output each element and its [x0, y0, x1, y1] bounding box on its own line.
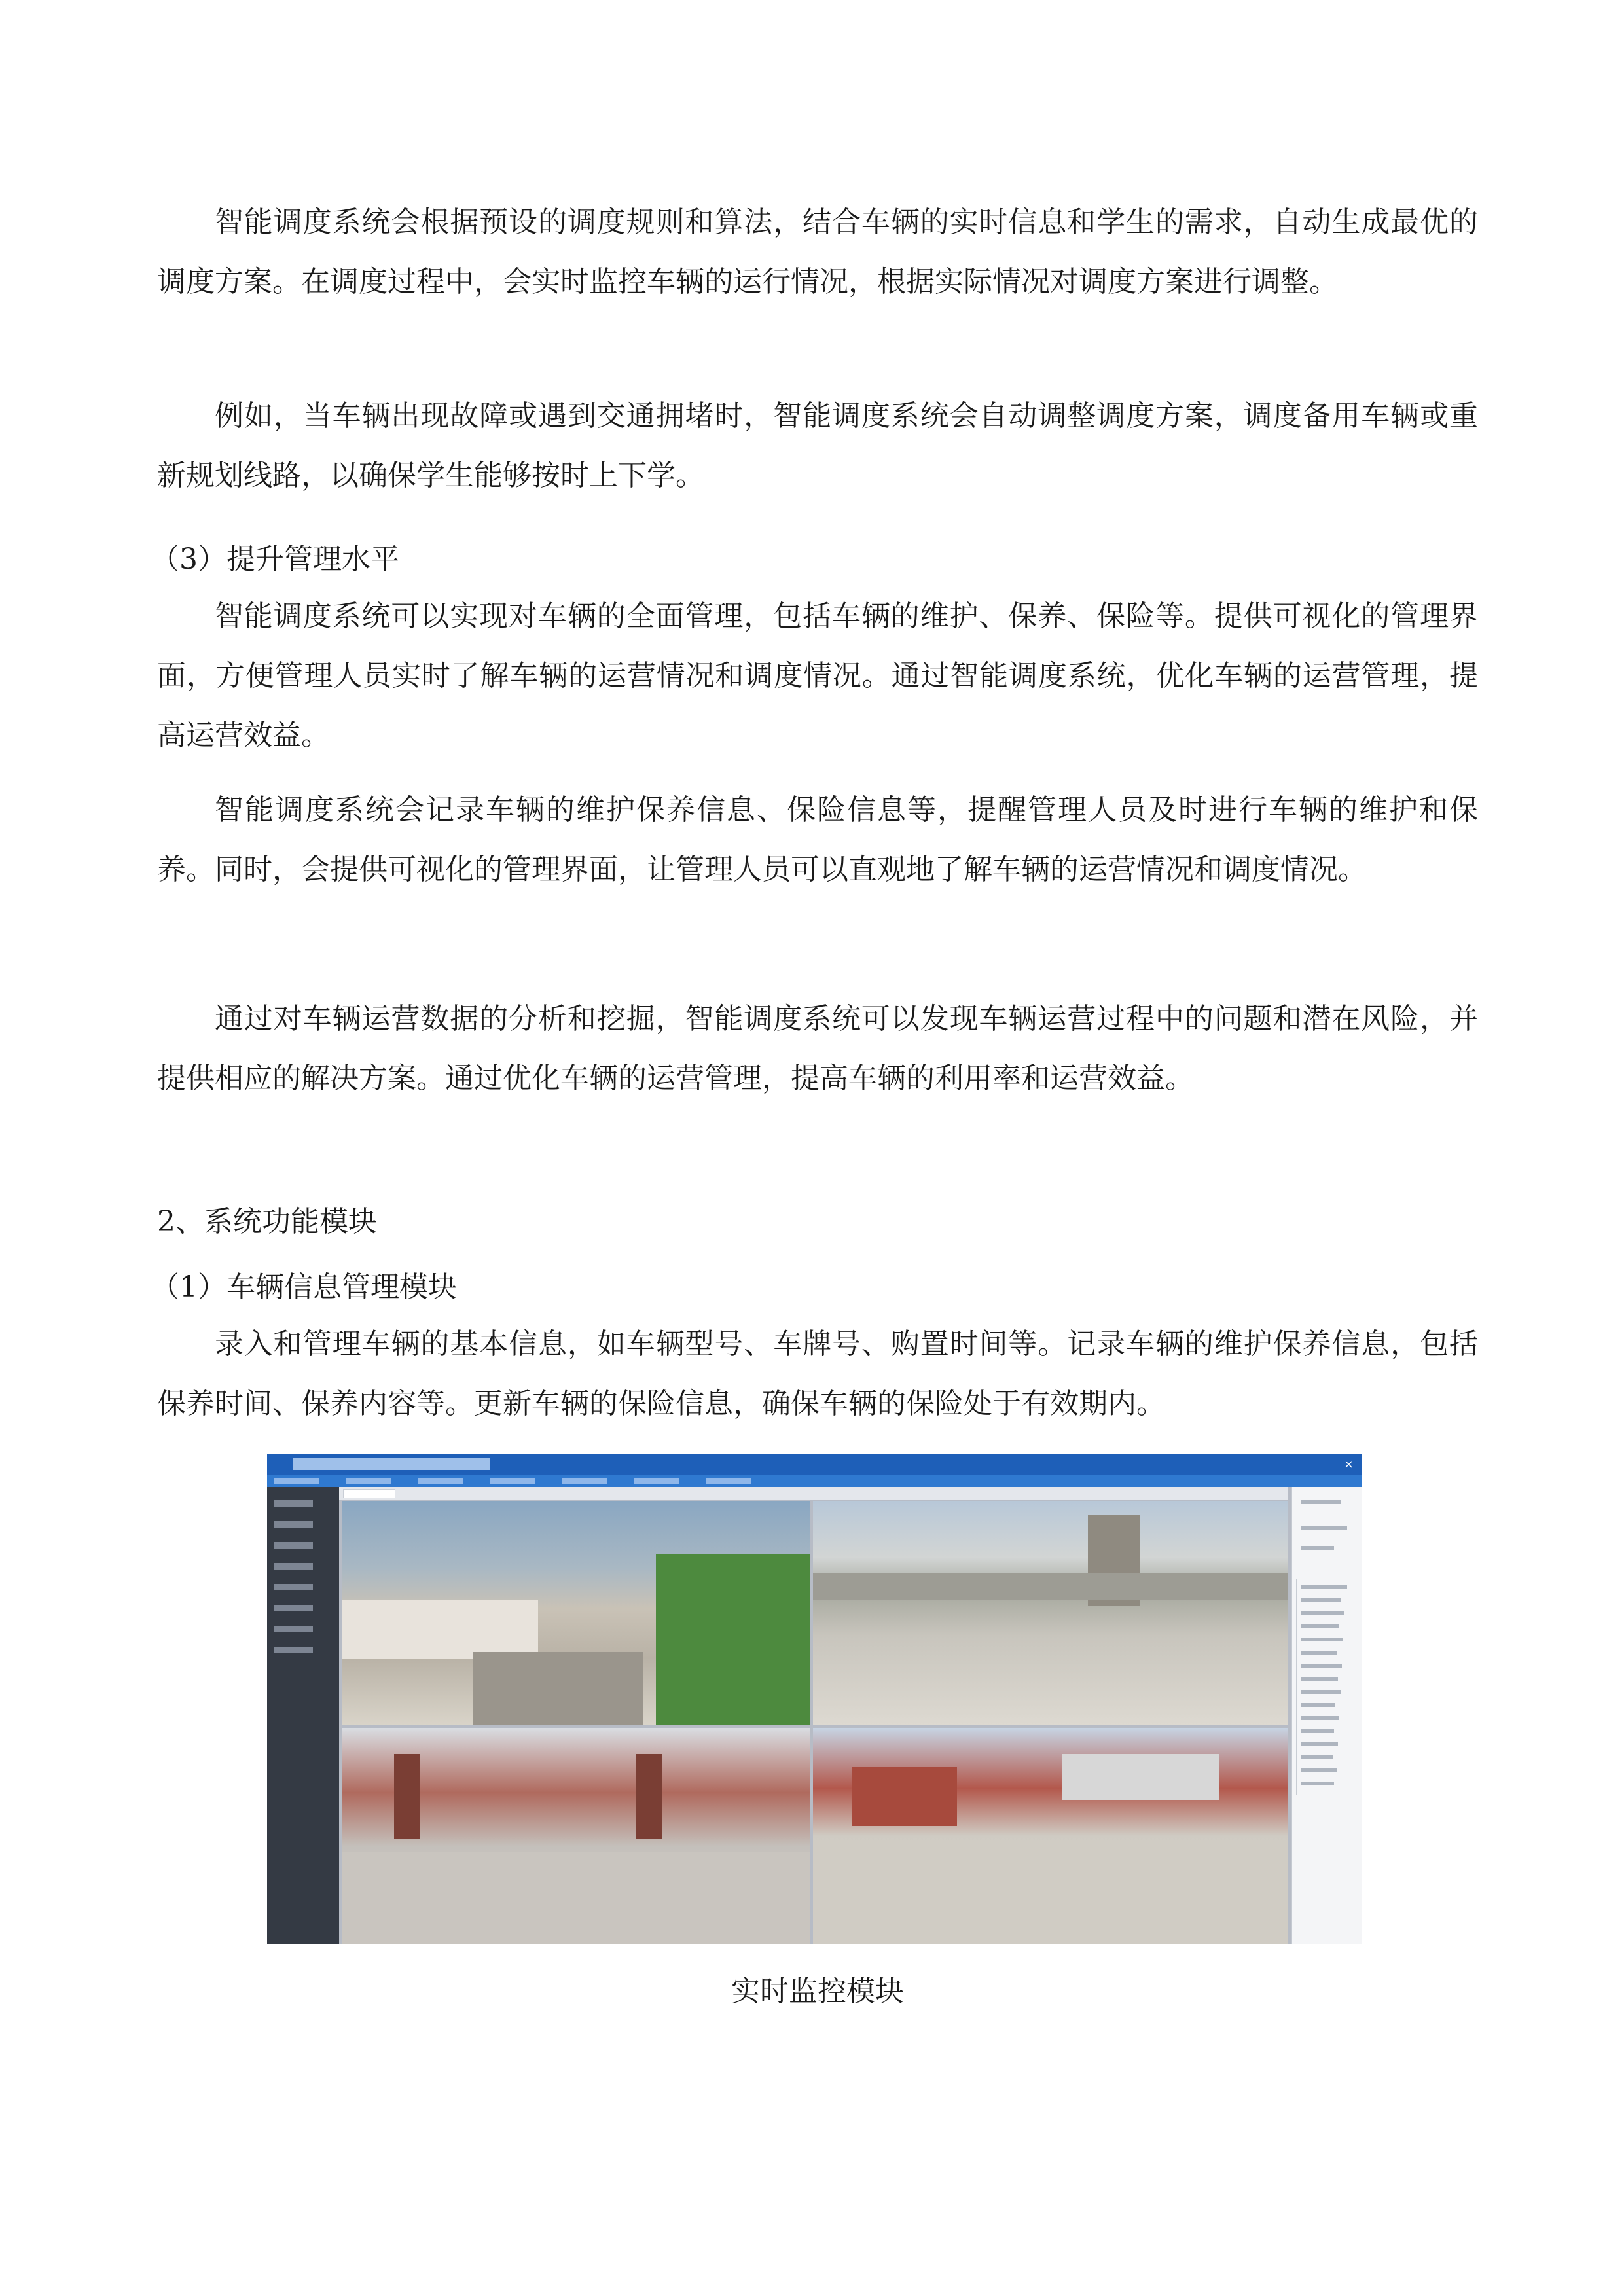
heading-vehicle-info-module: （1）车辆信息管理模块 — [151, 1270, 457, 1304]
tree-item — [1301, 1742, 1338, 1746]
tree-item — [1301, 1638, 1343, 1641]
tree-item — [1301, 1703, 1335, 1707]
tree-item — [1301, 1598, 1341, 1602]
paragraph-vehicle-info: 录入和管理车辆的基本信息，如车辆型号、车牌号、购置时间等。记录车辆的维护保养信息，包括保养时间、保养内容等。更新车辆的保险信息，确保车辆的保险处于有效期内。 — [157, 1327, 1478, 1420]
paragraph-dispatch-algorithm: 智能调度系统会根据预设的调度规则和算法，结合车辆的实时信息和学生的需求，自动生成最优的调度方案。在调度过程中，会实时监控车辆的运行情况，根据实际情况对调度方案进行调整。 — [157, 206, 1478, 298]
close-icon: × — [1343, 1458, 1354, 1471]
app-menu-bar — [267, 1475, 1362, 1487]
app-title-blurred — [293, 1458, 490, 1470]
menu-item — [706, 1478, 751, 1484]
camera-feed-4 — [813, 1728, 1288, 1944]
menu-item — [562, 1478, 607, 1484]
tree-item — [1301, 1611, 1344, 1615]
sidebar-item — [274, 1584, 313, 1590]
wall-shape — [342, 1600, 538, 1659]
tree-item — [1301, 1585, 1347, 1589]
heading-system-modules: 2、系统功能模块 — [157, 1205, 377, 1238]
wall-shape — [813, 1573, 1288, 1600]
paragraph-management-1: 智能调度系统可以实现对车辆的全面管理，包括车辆的维护、保养、保险等。提供可视化的管理界面，方便管理人员实时了解车辆的运营情况和调度情况。通过智能调度系统，优化车辆的运营管理，提高运营效益。 — [157, 600, 1478, 752]
app-title-bar — [267, 1454, 1362, 1475]
monitoring-screenshot-figure — [267, 1454, 1362, 1944]
paragraph-management-3: 通过对车辆运营数据的分析和挖掘，智能调度系统可以发现车辆运营过程中的问题和潜在风险，并提供相应的解决方案。通过优化车辆的运营管理，提高车辆的利用率和运营效益。 — [157, 1002, 1478, 1095]
gate-pillar-shape — [636, 1754, 662, 1839]
sidebar-item — [274, 1605, 313, 1611]
video-toolbar — [339, 1487, 1288, 1500]
tree-connector — [1296, 1579, 1297, 1795]
tree-item — [1301, 1690, 1341, 1694]
tree-item — [1301, 1716, 1339, 1720]
sidebar-item — [274, 1563, 313, 1570]
panel-line — [1301, 1526, 1347, 1530]
yard-shape — [813, 1846, 1288, 1944]
tree-item — [1301, 1782, 1334, 1785]
tree-item — [1301, 1664, 1342, 1668]
menu-item — [634, 1478, 679, 1484]
sidebar-item — [274, 1521, 313, 1528]
figure-caption: 实时监控模块 — [731, 1975, 904, 2008]
tree-item — [1301, 1677, 1338, 1681]
building-shape — [1062, 1754, 1219, 1800]
heading-improve-management: （3）提升管理水平 — [151, 543, 399, 576]
video-tab — [343, 1489, 395, 1498]
menu-item — [418, 1478, 463, 1484]
sidebar-item — [274, 1626, 313, 1632]
camera-feed-2 — [813, 1501, 1288, 1725]
paragraph-management-2: 智能调度系统会记录车辆的维护保养信息、保险信息等，提醒管理人员及时进行车辆的维护和保养。同时，会提供可视化的管理界面，让管理人员可以直观地了解车辆的运营情况和调度情况。 — [157, 793, 1478, 886]
menu-item — [274, 1478, 319, 1484]
sidebar-item — [274, 1542, 313, 1549]
sidebar-item — [274, 1500, 313, 1507]
sidebar-item — [274, 1647, 313, 1653]
tree-item — [1301, 1755, 1333, 1759]
gate-pillar-shape — [394, 1754, 420, 1839]
camera-feed-1 — [342, 1501, 810, 1725]
tree-item — [1301, 1768, 1337, 1772]
road-shape — [473, 1652, 643, 1725]
tree-item — [1301, 1651, 1337, 1655]
building-shape — [852, 1767, 957, 1826]
camera-feed-3 — [342, 1728, 810, 1944]
app-sidebar — [267, 1487, 339, 1944]
tree-item — [1301, 1729, 1334, 1733]
device-tree-panel — [1291, 1487, 1362, 1944]
panel-header-line — [1301, 1500, 1341, 1504]
yard-shape — [342, 1852, 810, 1944]
paragraph-dispatch-example: 例如，当车辆出现故障或遇到交通拥堵时，智能调度系统会自动调整调度方案，调度备用车辆或重新规划线路，以确保学生能够按时上下学。 — [157, 399, 1478, 492]
panel-line — [1301, 1546, 1334, 1550]
tree-item — [1301, 1624, 1339, 1628]
menu-item — [346, 1478, 391, 1484]
menu-item — [490, 1478, 535, 1484]
grass-shape — [656, 1554, 810, 1725]
